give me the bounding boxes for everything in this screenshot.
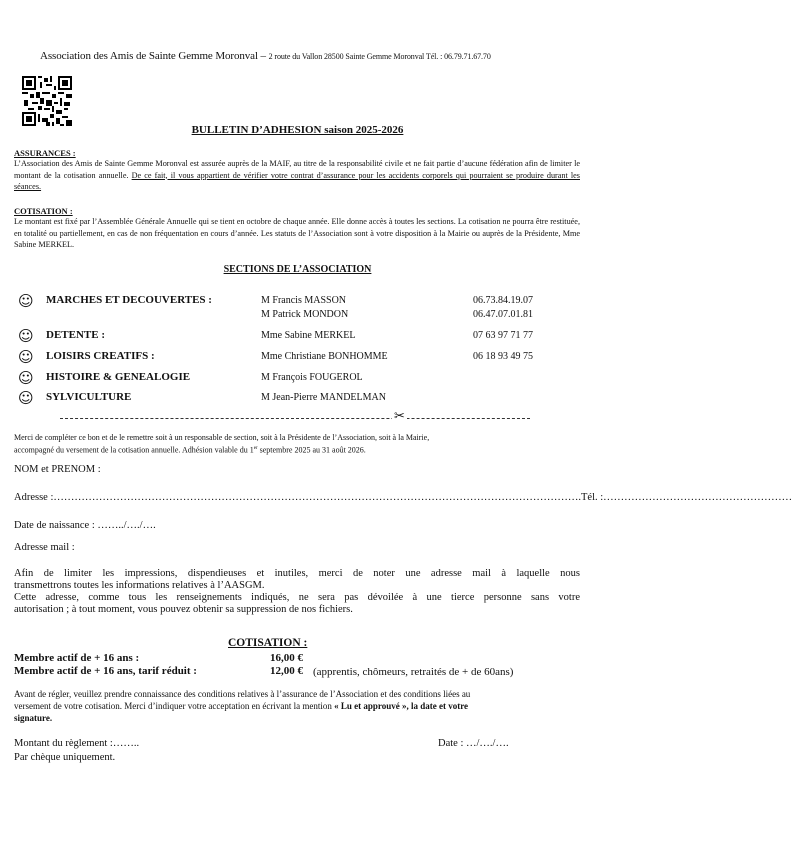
smile-icon: ☺	[18, 389, 34, 407]
section-name: DETENTE :	[46, 329, 105, 341]
cotisation-title: COTISATION :	[228, 637, 308, 649]
section-person: Mme Sabine MERKEL	[261, 330, 356, 341]
email-field[interactable]: Adresse mail :	[14, 542, 75, 553]
mail-text-1: Afin de limiter les impressions, dispendieuses et inutiles, merci de noter une adresse mail à laquelle nous	[14, 568, 580, 579]
mail-text-2: transmettrons toutes les informations relatives à l’AASGM.	[14, 580, 265, 591]
section-name: HISTOIRE & GENEALOGIE	[46, 371, 191, 383]
section-name: SYLVICULTURE	[46, 391, 132, 403]
nom-prenom-field[interactable]: NOM et PRENOM :	[14, 464, 101, 475]
tarif-reduit-label: Membre actif de + 16 ans, tarif réduit :	[14, 665, 197, 677]
instructions-line-2a: accompagné du versement de la cotisation annuelle. Adhésion valable du 1	[14, 445, 254, 455]
section-person: M François FOUGEROL	[261, 372, 363, 383]
instructions-sup: er	[253, 446, 258, 451]
date-field[interactable]: Date : …/…./….	[438, 738, 509, 749]
section-row-sylviculture	[18, 391, 578, 407]
conditions-text	[14, 688, 470, 724]
privacy-text-1: Cette adresse, comme tous les renseignements indiqués, ne sera pas dévoilée à une tierce personne sans votre	[14, 592, 580, 603]
section-row-detente	[18, 329, 578, 345]
adresse-tel-field[interactable]: Adresse :…………………………………………………………………………………………………………………………………….Tél. :………………………………………………	[14, 492, 792, 503]
sections-title: SECTIONS DE L’ASSOCIATION	[223, 264, 372, 275]
instructions-line-2	[14, 443, 429, 456]
association-header	[40, 50, 491, 62]
assurances-text	[14, 158, 580, 193]
section-row-loisirs	[18, 350, 578, 366]
qr-code-icon	[22, 76, 72, 126]
montant-field[interactable]: Montant du règlement :……..	[14, 738, 140, 749]
form-title: BULLETIN D’ADHESION saison 2025-2026	[191, 124, 404, 136]
conditions-mention: « Lu et approuvé », la date et votre	[334, 701, 469, 711]
tarif-reduit-note: (apprentis, chômeurs, retraités de + de 60ans)	[313, 666, 514, 678]
section-phone: 06.73.84.19.07	[473, 295, 533, 306]
section-phone: 06 18 93 49 75	[473, 351, 533, 362]
smile-icon: ☺	[18, 369, 34, 387]
assurances-text-a: L’Association des Amis de Sainte Gemme Moronval est assurée auprès de la MAIF, au titre de la responsabilité civile et ne fait partie d’aucune fédération afin de limiter le montant de la cotisation annuelle.	[14, 159, 580, 180]
date-naissance-field[interactable]: Date de naissance : ……../…./….	[14, 520, 156, 531]
association-name: Association des Amis de Sainte Gemme Moronval –	[40, 50, 266, 62]
section-person: M Francis MASSON	[261, 295, 347, 306]
assurances-heading: ASSURANCES :	[14, 148, 76, 158]
section-name: MARCHES ET DECOUVERTES :	[46, 294, 212, 306]
section-person: Mme Christiane BONHOMME	[261, 351, 388, 362]
scissors-icon: ✂	[394, 409, 405, 424]
conditions-line-3: signature.	[14, 713, 53, 723]
tarif-amount: 16,00 €	[270, 652, 303, 664]
dashed-divider	[60, 418, 530, 419]
section-row-histoire	[18, 371, 578, 387]
section-person: M Patrick MONDON	[261, 309, 349, 320]
smile-icon: ☺	[18, 348, 34, 366]
association-address: 2 route du Vallon 28500 Sainte Gemme Moronval Tél. : 06.79.71.67.70	[268, 52, 491, 61]
smile-icon: ☺	[18, 327, 34, 345]
mail-explanation	[14, 568, 580, 616]
privacy-text-2: autorisation ; à tout moment, vous pouvez obtenir sa suppression de nos fichiers.	[14, 604, 353, 615]
cotisation-info-text: Le montant est fixé par l’Assemblée Générale Annuelle qui se tient en octobre de chaque année. Elle donne accès à toutes les sections. La cotisation ne pourra être restituée, en totalité ou partiellement, en cas de non fréquentation en cours d’année. Les statuts de l’Association sont à votre disposition à la Mairie ou auprès de la Présidente, Mme Sabine MERKEL.	[14, 217, 580, 249]
conditions-line-2	[14, 700, 470, 712]
instructions-line-2b: septembre 2025 au 31 août 2026.	[257, 445, 366, 455]
section-phone: 07 63 97 71 77	[473, 330, 533, 341]
smile-icon: ☺	[18, 292, 34, 310]
assurances-text-b: De ce fait, il vous appartient de vérifier votre contrat d’assurance pour les accidents corporels qui pourraient se produire durant les séances.	[14, 170, 580, 191]
tarif-label: Membre actif de + 16 ans :	[14, 652, 140, 664]
section-name: LOISIRS CREATIFS :	[46, 350, 155, 362]
conditions-line-1: Avant de régler, veuillez prendre connaissance des conditions relatives à l’assurance de l’Association et des conditions liées au	[14, 689, 471, 699]
section-person: M Jean-Pierre MANDELMAN	[261, 392, 386, 403]
instructions-line-1: Merci de compléter ce bon et de le remettre soit à un responsable de section, soit à la Présidente de l’Association, soit à la Mairie,	[14, 433, 430, 442]
tarif-reduit-amount: 12,00 €	[270, 665, 303, 677]
instructions	[14, 432, 429, 456]
cut-line	[60, 409, 530, 424]
section-row-marches	[18, 292, 578, 320]
conditions-line-2a: versement de votre cotisation. Merci d’indiquer votre acceptation en écrivant la mention	[14, 701, 332, 711]
section-phone: 06.47.07.01.81	[473, 309, 533, 320]
cotisation-info-heading: COTISATION :	[14, 206, 73, 216]
cheque-note: Par chèque uniquement.	[14, 752, 116, 763]
